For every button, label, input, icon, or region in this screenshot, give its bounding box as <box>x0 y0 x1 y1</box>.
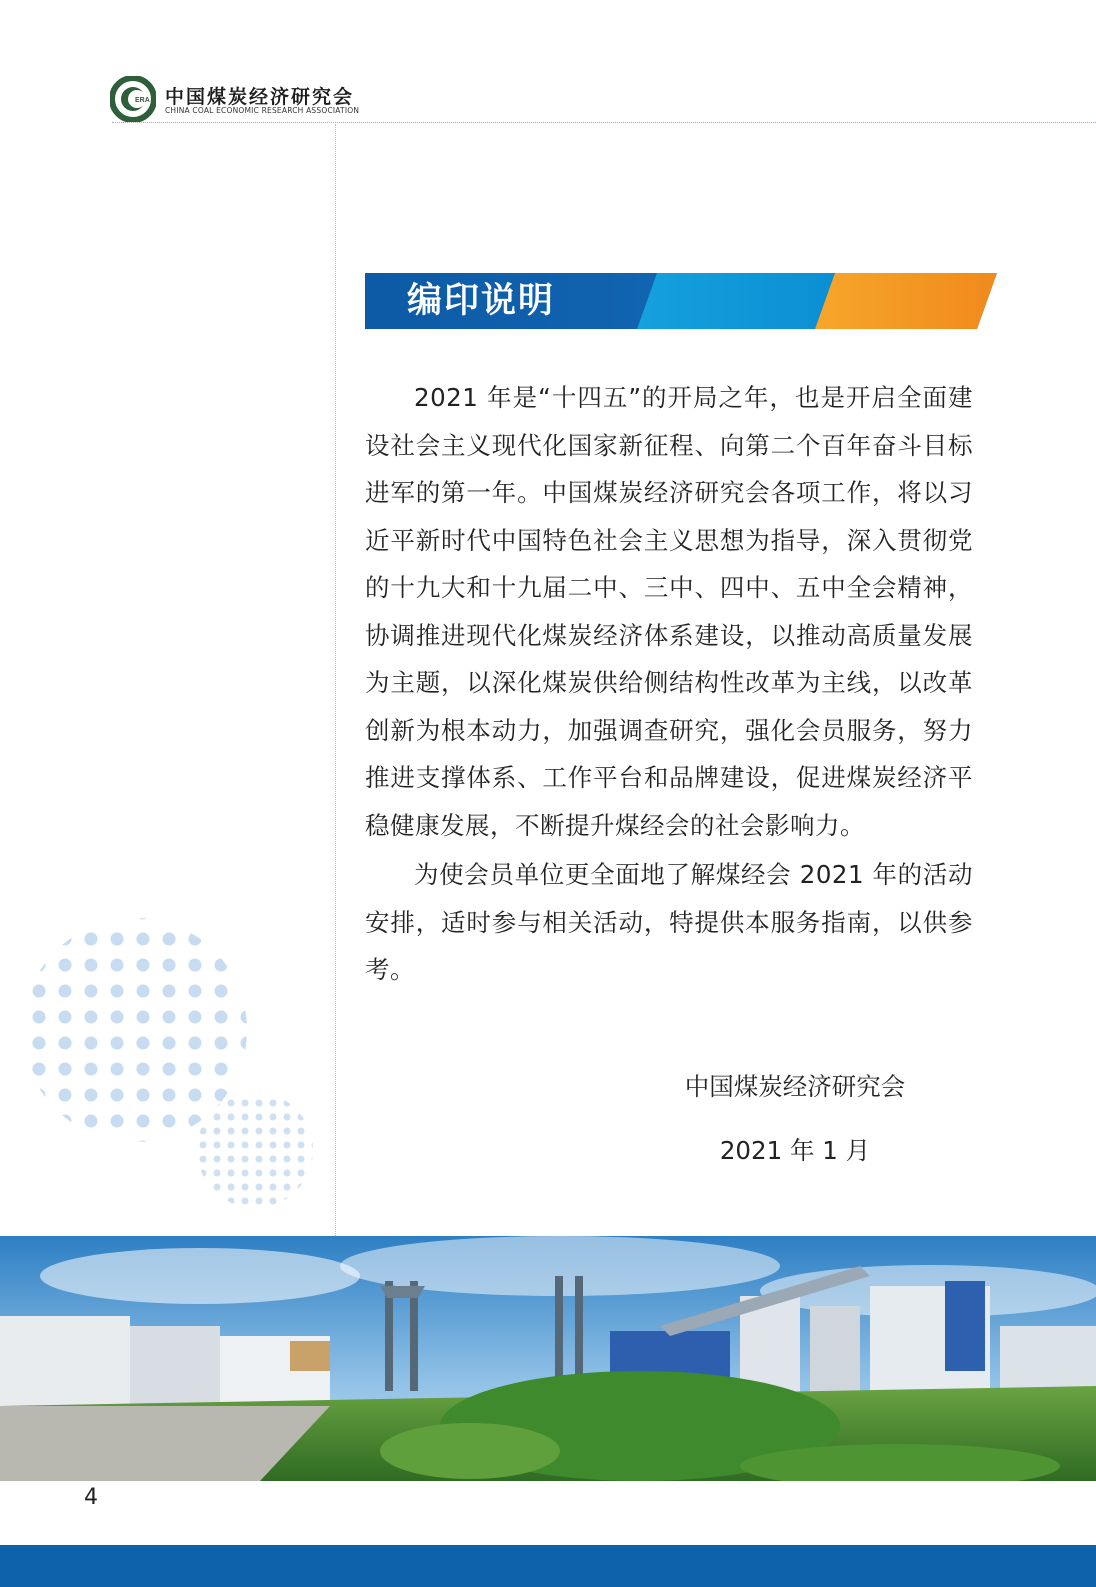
signature-org: 中国煤炭经济研究会 <box>684 1072 906 1101</box>
signature-date: 2021 年 1 月 <box>719 1136 871 1165</box>
footer-bar <box>0 1545 1096 1587</box>
paragraph-1: 2021 年是“十四五”的开局之年，也是开启全面建设社会主义现代化国家新征程、向第二个百年奋斗目标进军的第一年。中国煤炭经济研究会各项工作，将以习近平新时代中国特色社会主义思想为指导，深入贯彻党的十九大和十九届二中、三中、四中、五中全会精神，协调推进现代化煤炭经济体系建设，以推动高质量发展为主题，以深化煤炭供给侧结构性改革为主线，以改革创新为根本动力，加强调查研究，强化会员服务，努力推进支撑体系、工作平台和品牌建设，促进煤炭经济平稳健康发展，不断提升煤经会的社会影响力。 <box>365 383 973 840</box>
vertical-divider <box>335 124 336 1236</box>
page-number: 4 <box>84 1485 98 1510</box>
org-name-english: CHINA COAL ECONOMIC RESEARCH ASSOCIATION <box>165 106 360 115</box>
svg-text:ERA: ERA <box>135 97 150 104</box>
coal-mine-panorama-image <box>0 1236 1096 1496</box>
title-banner <box>365 273 997 329</box>
page-title: 编印说明 <box>407 281 556 321</box>
paragraph-2: 为使会员单位更全面地了解煤经会 2021 年的活动安排，适时参与相关活动，特提供本服务指南，以供参考。 <box>365 860 973 984</box>
decorative-dots-icon <box>0 900 330 1210</box>
cera-logo-icon <box>110 76 156 122</box>
page-header <box>110 76 1096 126</box>
body-text <box>365 374 973 994</box>
signature-block <box>640 1055 950 1183</box>
org-name-chinese: 中国煤炭经济研究会 <box>165 86 355 108</box>
header-divider <box>112 122 1096 123</box>
